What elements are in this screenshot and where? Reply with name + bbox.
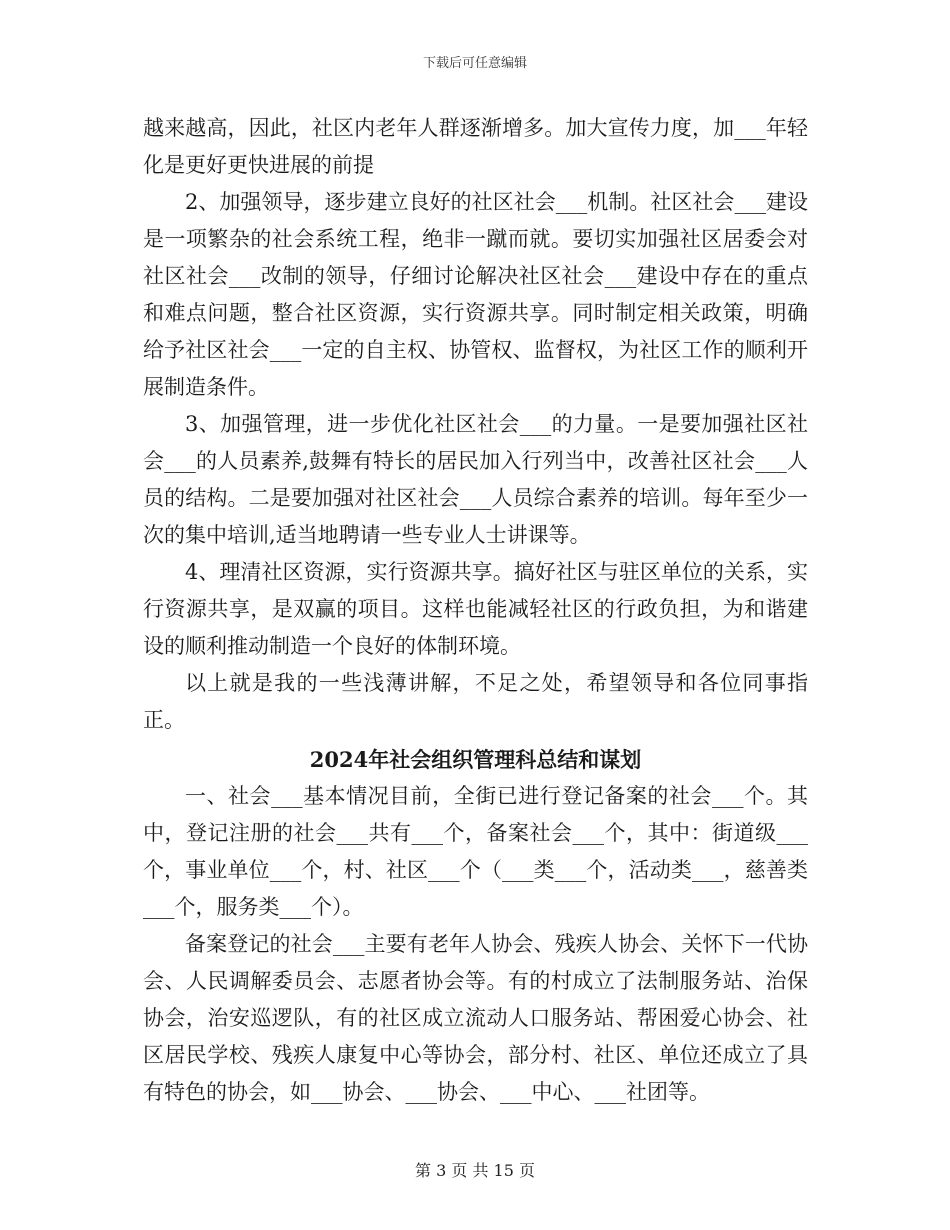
document-body	[143, 110, 808, 1111]
paragraph-item-4: 4、理清社区资源，实行资源共享。搞好社区与驻区单位的关系，实行资源共享，是双赢的项目。这样也能减轻社区的行政负担，为和谐建设的顺利推动制造一个良好的体制环境。	[143, 560, 808, 658]
paragraph-continuation: 越来越高，因此，社区内老年人群逐渐增多。加大宣传力度，加___年轻化是更好更快进展的前提	[143, 116, 808, 177]
section-title: 2024年社会组织管理科总结和谋划	[309, 747, 642, 772]
header-note: 下载后可任意编辑	[422, 56, 527, 71]
paragraph-closing: 以上就是我的一些浅薄讲解，不足之处，希望领导和各位同事指正。	[143, 671, 808, 732]
page-number: 第 3 页 共 15 页	[415, 1161, 535, 1180]
paragraph-item-3: 3、加强管理，进一步优化社区社会___的力量。一是要加强社区社会___的人员素养,鼓舞有特长的居民加入行列当中，改善社区社会___人员的结构。二是要加强对社区社会___人员综合素养的培训。每年至少一次的集中培训,适当地聘请一些专业人士讲课等。	[143, 412, 808, 547]
paragraph-basic-info: 一、社会___基本情况目前，全街已进行登记备案的社会___个。其中，登记注册的社会___共有___个，备案社会___个，其中：街道级___个，事业单位___个，村、社区___个（___类___个，活动类___，慈善类___个，服务类___个）。	[143, 784, 808, 919]
paragraph-item-2: 2、加强领导，逐步建立良好的社区社会___机制。社区社会___建设是一项繁杂的社会系统工程，绝非一蹴而就。要切实加强社区居委会对社区社会___改制的领导，仔细讨论解决社区社会___建设中存在的重点和难点问题，整合社区资源，实行资源共享。同时制定相关政策，明确给予社区社会___一定的自主权、协管权、监督权，为社区工作的顺利开展制造条件。	[143, 190, 808, 399]
paragraph-registered-orgs: 备案登记的社会___主要有老年人协会、残疾人协会、关怀下一代协会、人民调解委员会、志愿者协会等。有的村成立了法制服务站、治保协会，治安巡逻队，有的社区成立流动人口服务站、帮困爱心协会、社区居民学校、残疾人康复中心等协会，部分村、社区、单位还成立了具有特色的协会，如___协会、___协会、___中心、___社团等。	[143, 932, 808, 1104]
